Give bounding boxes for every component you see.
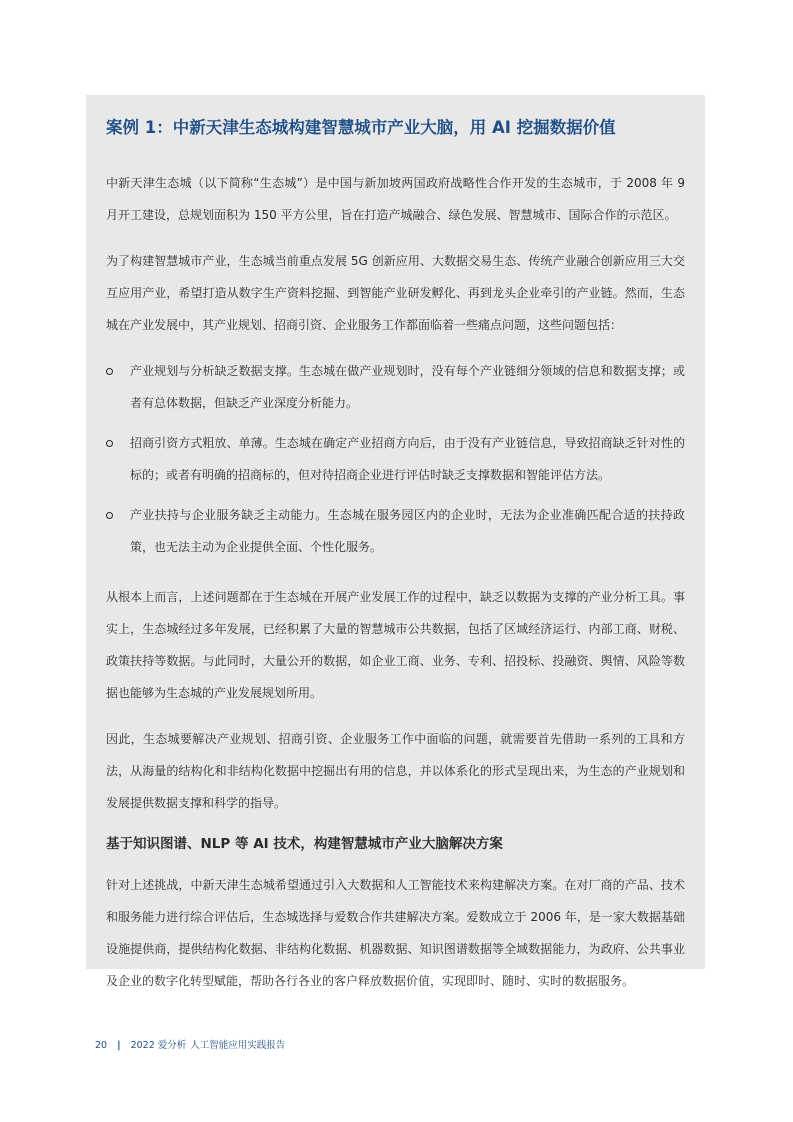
page-number: 20 xyxy=(95,1040,108,1051)
analysis-paragraph: 从根本上而言，上述问题都在于生态城在开展产业发展工作的过程中，缺乏以数据为支撑的产业分析工具。事实上，生态城经过多年发展，已经积累了大量的智慧城市公共数据，包括了区域经济运行、内部工商、财税、政策扶持等数据。与此同时，大量公开的数据，如企业工商、业务、专利、招投标、投融资、舆情、风险等数据也能够为生态城的产业发展规划所用。 xyxy=(106,590,685,700)
circle-bullet-icon xyxy=(106,512,113,519)
footer-separator: | xyxy=(117,1040,121,1051)
pain-point-text: 招商引资方式粗放、单薄。生态城在确定产业招商方向后，由于没有产业链信息，导致招商缺乏针对性的标的；或者有明确的招商标的，但对待招商企业进行评估时缺乏支撑数据和智能评估方法。 xyxy=(130,436,685,482)
footer-report-year: 2022 爱分析 xyxy=(130,1040,187,1051)
pain-point-item xyxy=(106,499,685,563)
page-footer xyxy=(95,1039,285,1053)
pain-point-text: 产业扶持与企业服务缺乏主动能力。生态城在服务园区内的企业时，无法为企业准确匹配合适的扶持政策，也无法主动为企业提供全面、个性化服务。 xyxy=(130,508,685,554)
case-title: 案例 1：中新天津生态城构建智慧城市产业大脑，用 AI 挖掘数据价值 xyxy=(106,118,616,137)
circle-bullet-icon xyxy=(106,440,113,447)
pain-point-item xyxy=(106,355,685,419)
intro-paragraph-2: 为了构建智慧城市产业，生态城当前重点发展 5G 创新应用、大数据交易生态、传统产业融合创新应用三大交互应用产业，希望打造从数字生产资料挖掘、到智能产业研发孵化、再到龙头企业牵引的产业链。然而，生态城在产业发展中，其产业规划、招商引资、企业服务工作都面临着一些痛点问题，这些问题包括： xyxy=(106,254,685,332)
pain-point-list xyxy=(106,355,685,563)
intro-paragraph-1: 中新天津生态城（以下简称“生态城”）是中国与新加坡两国政府战略性合作开发的生态城市，于 2008 年 9 月开工建设，总规划面积为 150 平方公里，旨在打造产城融合、绿色发展、智慧城市、国际合作的示范区。 xyxy=(106,176,685,222)
conclusion-paragraph: 因此，生态城要解决产业规划、招商引资、企业服务工作中面临的问题，就需要首先借助一系列的工具和方法，从海量的结构化和非结构化数据中挖掘出有用的信息，并以体系化的形式呈现出来，为生态的产业规划和发展提供数据支撑和科学的指导。 xyxy=(106,732,685,810)
footer-report-title: 人工智能应用实践报告 xyxy=(190,1040,286,1051)
pain-point-text: 产业规划与分析缺乏数据支撑。生态城在做产业规划时，没有每个产业链细分领域的信息和数据支撑；或者有总体数据，但缺乏产业深度分析能力。 xyxy=(130,364,685,410)
pain-point-item xyxy=(106,427,685,491)
solution-subheading: 基于知识图谱、NLP 等 AI 技术，构建智慧城市产业大脑解决方案 xyxy=(106,836,503,852)
solution-paragraph: 针对上述挑战，中新天津生态城希望通过引入大数据和人工智能技术来构建解决方案。在对厂商的产品、技术和服务能力进行综合评估后，生态城选择与爱数合作共建解决方案。爱数成立于 2006 年，是一家大数据基础设施提供商，提供结构化数据、非结构化数据、机器数据、知识图谱数据等全域数据能力，为政府、公共事业及企业的数字化转型赋能，帮助各行各业的客户释放数据价值，实现即时、随时、实时的数据服务。 xyxy=(106,878,685,988)
circle-bullet-icon xyxy=(106,368,113,375)
case-study-box xyxy=(86,95,705,988)
